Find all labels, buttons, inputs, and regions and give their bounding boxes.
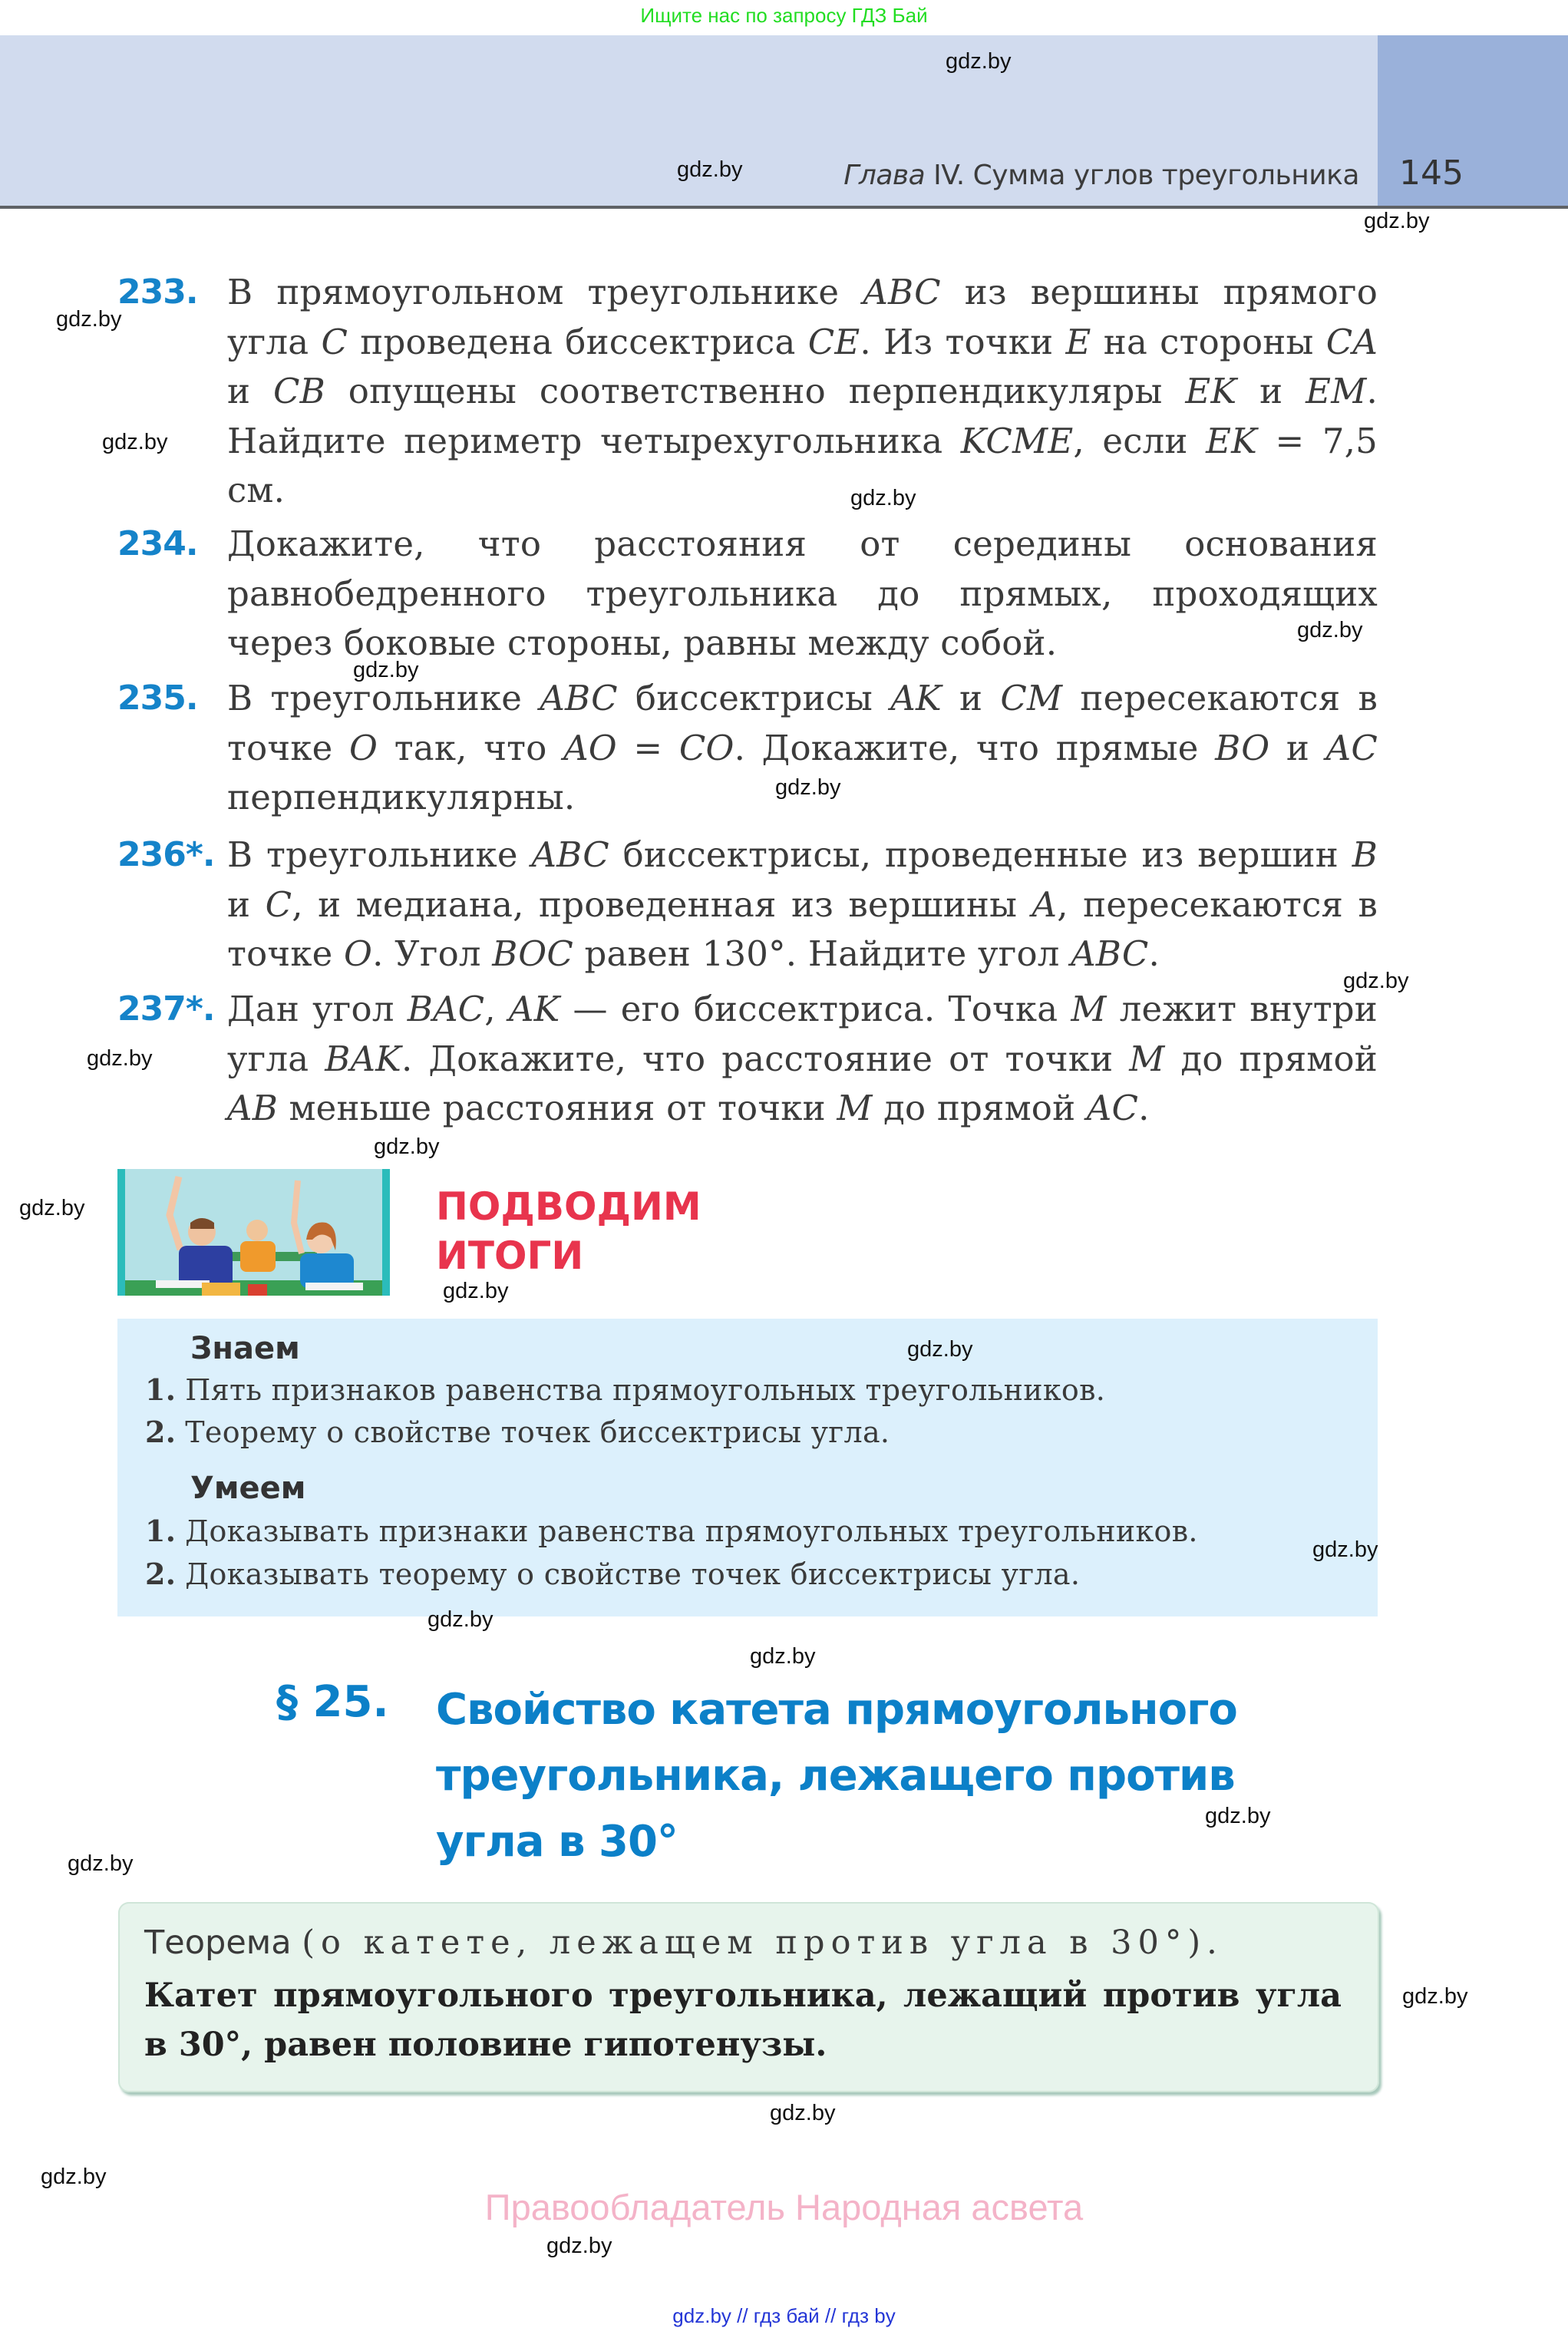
exercise-233 bbox=[117, 268, 1378, 516]
theorem-box bbox=[118, 1902, 1379, 2092]
can-item bbox=[145, 1514, 1198, 1548]
theorem-statement: Катет прямоугольного треугольника, лежащий против угла в 30°, равен половине гипотенузы. bbox=[144, 1976, 1342, 2064]
watermark: gdz.by bbox=[546, 2234, 612, 2258]
watermark: gdz.by bbox=[946, 49, 1012, 74]
item-text: Пять признаков равенства прямоугольных треугольников. bbox=[185, 1373, 1106, 1407]
section-title bbox=[436, 1677, 1357, 1875]
students-illustration bbox=[117, 1169, 390, 1296]
section-title-line: угла в 30° bbox=[436, 1817, 678, 1867]
exercise-235 bbox=[117, 674, 1378, 823]
page-number: 145 bbox=[1399, 154, 1464, 193]
watermark: gdz.by bbox=[750, 1644, 816, 1669]
watermark: gdz.by bbox=[1205, 1804, 1271, 1828]
theorem-heading bbox=[144, 1924, 1223, 1962]
watermark: gdz.by bbox=[775, 775, 841, 800]
top-banner: Ищите нас по запросу ГДЗ Бай bbox=[640, 4, 928, 27]
exercise-number: 233. bbox=[117, 272, 198, 312]
chapter-title: IV. Сумма углов треугольника bbox=[933, 160, 1359, 191]
exercise-text: В треугольнике ABC биссектрисы AK и CM пересекаются в точке O так, что AO = CO. Докажите, что прямые BO и AC перпендикулярны. bbox=[227, 678, 1378, 817]
exercise-237 bbox=[117, 985, 1378, 1134]
watermark: gdz.by bbox=[374, 1134, 440, 1159]
section-title-line: Свойство катета прямоугольного bbox=[436, 1685, 1237, 1735]
exercise-number: 236*. bbox=[117, 835, 215, 874]
item-text: Доказывать теорему о свойстве точек биссектрисы угла. bbox=[185, 1557, 1081, 1591]
watermark: gdz.by bbox=[677, 157, 743, 182]
summary-box bbox=[117, 1319, 1378, 1616]
watermark: gdz.by bbox=[1297, 618, 1363, 642]
watermark: gdz.by bbox=[353, 658, 419, 682]
watermark: gdz.by bbox=[850, 486, 916, 510]
watermark: gdz.by bbox=[87, 1046, 153, 1071]
summary-title bbox=[436, 1182, 701, 1280]
watermark: gdz.by bbox=[1402, 1984, 1468, 2009]
know-item bbox=[145, 1372, 1105, 1407]
chapter-header bbox=[843, 160, 1359, 191]
exercise-text: Докажите, что расстояния от середины основания равнобедренного треугольника до прямых, проходящих через боковые стороны, равны между собой. bbox=[227, 523, 1378, 663]
exercise-number: 234. bbox=[117, 524, 198, 563]
exercise-236 bbox=[117, 831, 1378, 979]
watermark: gdz.by bbox=[427, 1607, 494, 1632]
know-item bbox=[145, 1415, 890, 1449]
watermark: gdz.by bbox=[41, 2165, 107, 2189]
know-heading: Знаем bbox=[190, 1331, 300, 1366]
theorem-label: Теорема bbox=[144, 1924, 292, 1962]
watermark: gdz.by bbox=[1343, 969, 1409, 993]
watermark: gdz.by bbox=[443, 1279, 509, 1303]
summary-title-line1: ПОДВОДИМ bbox=[436, 1184, 701, 1229]
exercise-text: В прямоугольном треугольнике ABC из вершины прямого угла C проведена биссектриса CE. Из точки E на стороны CA и CB опущены соответственно перпендикуляры EK и EM. Найдите периметр четырехугольника KCME, если EK = 7,5 см. bbox=[227, 272, 1378, 510]
item-text: Теорему о свойстве точек биссектрисы угла. bbox=[185, 1415, 890, 1449]
chapter-label: Глава bbox=[843, 160, 926, 191]
item-number: 2. bbox=[145, 1415, 177, 1449]
watermark: gdz.by bbox=[56, 307, 122, 332]
footer-links[interactable]: gdz.by // гдз бай // гдз by bbox=[672, 2304, 896, 2327]
section-title-line: треугольника, лежащего против bbox=[436, 1751, 1235, 1801]
watermark: gdz.by bbox=[1364, 209, 1430, 233]
copyright-notice: Правообладатель Народная асвета bbox=[484, 2187, 1084, 2227]
watermark: gdz.by bbox=[1312, 1537, 1378, 1562]
exercise-text: В треугольнике ABC биссектрисы, проведенные из вершин B и C, и медиана, проведенная из вершины A, пересекаются в точке O. Угол BOC равен 130°. Найдите угол ABC. bbox=[227, 834, 1378, 974]
theorem-name: (о катете, лежащем против угла в 30°). bbox=[302, 1924, 1223, 1962]
watermark: gdz.by bbox=[907, 1337, 973, 1362]
item-text: Доказывать признаки равенства прямоугольных треугольников. bbox=[185, 1514, 1198, 1548]
exercise-234 bbox=[117, 520, 1378, 669]
item-number: 1. bbox=[145, 1514, 177, 1548]
students-raising-hands-icon bbox=[125, 1169, 382, 1296]
exercise-number: 237*. bbox=[117, 989, 215, 1029]
watermark: gdz.by bbox=[102, 430, 168, 454]
section-number: § 25. bbox=[276, 1677, 389, 1727]
summary-title-line2: ИТОГИ bbox=[436, 1233, 584, 1278]
watermark: gdz.by bbox=[68, 1851, 134, 1876]
can-heading: Умеем bbox=[190, 1471, 306, 1506]
exercise-text: Дан угол BAC, AK — его биссектриса. Точка M лежит внутри угла BAK. Докажите, что расстояние от точки M до прямой AB меньше расстояния от точки M до прямой AC. bbox=[227, 989, 1378, 1128]
item-number: 1. bbox=[145, 1372, 177, 1407]
watermark: gdz.by bbox=[770, 2101, 836, 2125]
exercise-number: 235. bbox=[117, 679, 198, 718]
can-item bbox=[145, 1557, 1080, 1591]
header-divider bbox=[0, 206, 1568, 209]
watermark: gdz.by bbox=[19, 1196, 85, 1220]
item-number: 2. bbox=[145, 1557, 177, 1591]
